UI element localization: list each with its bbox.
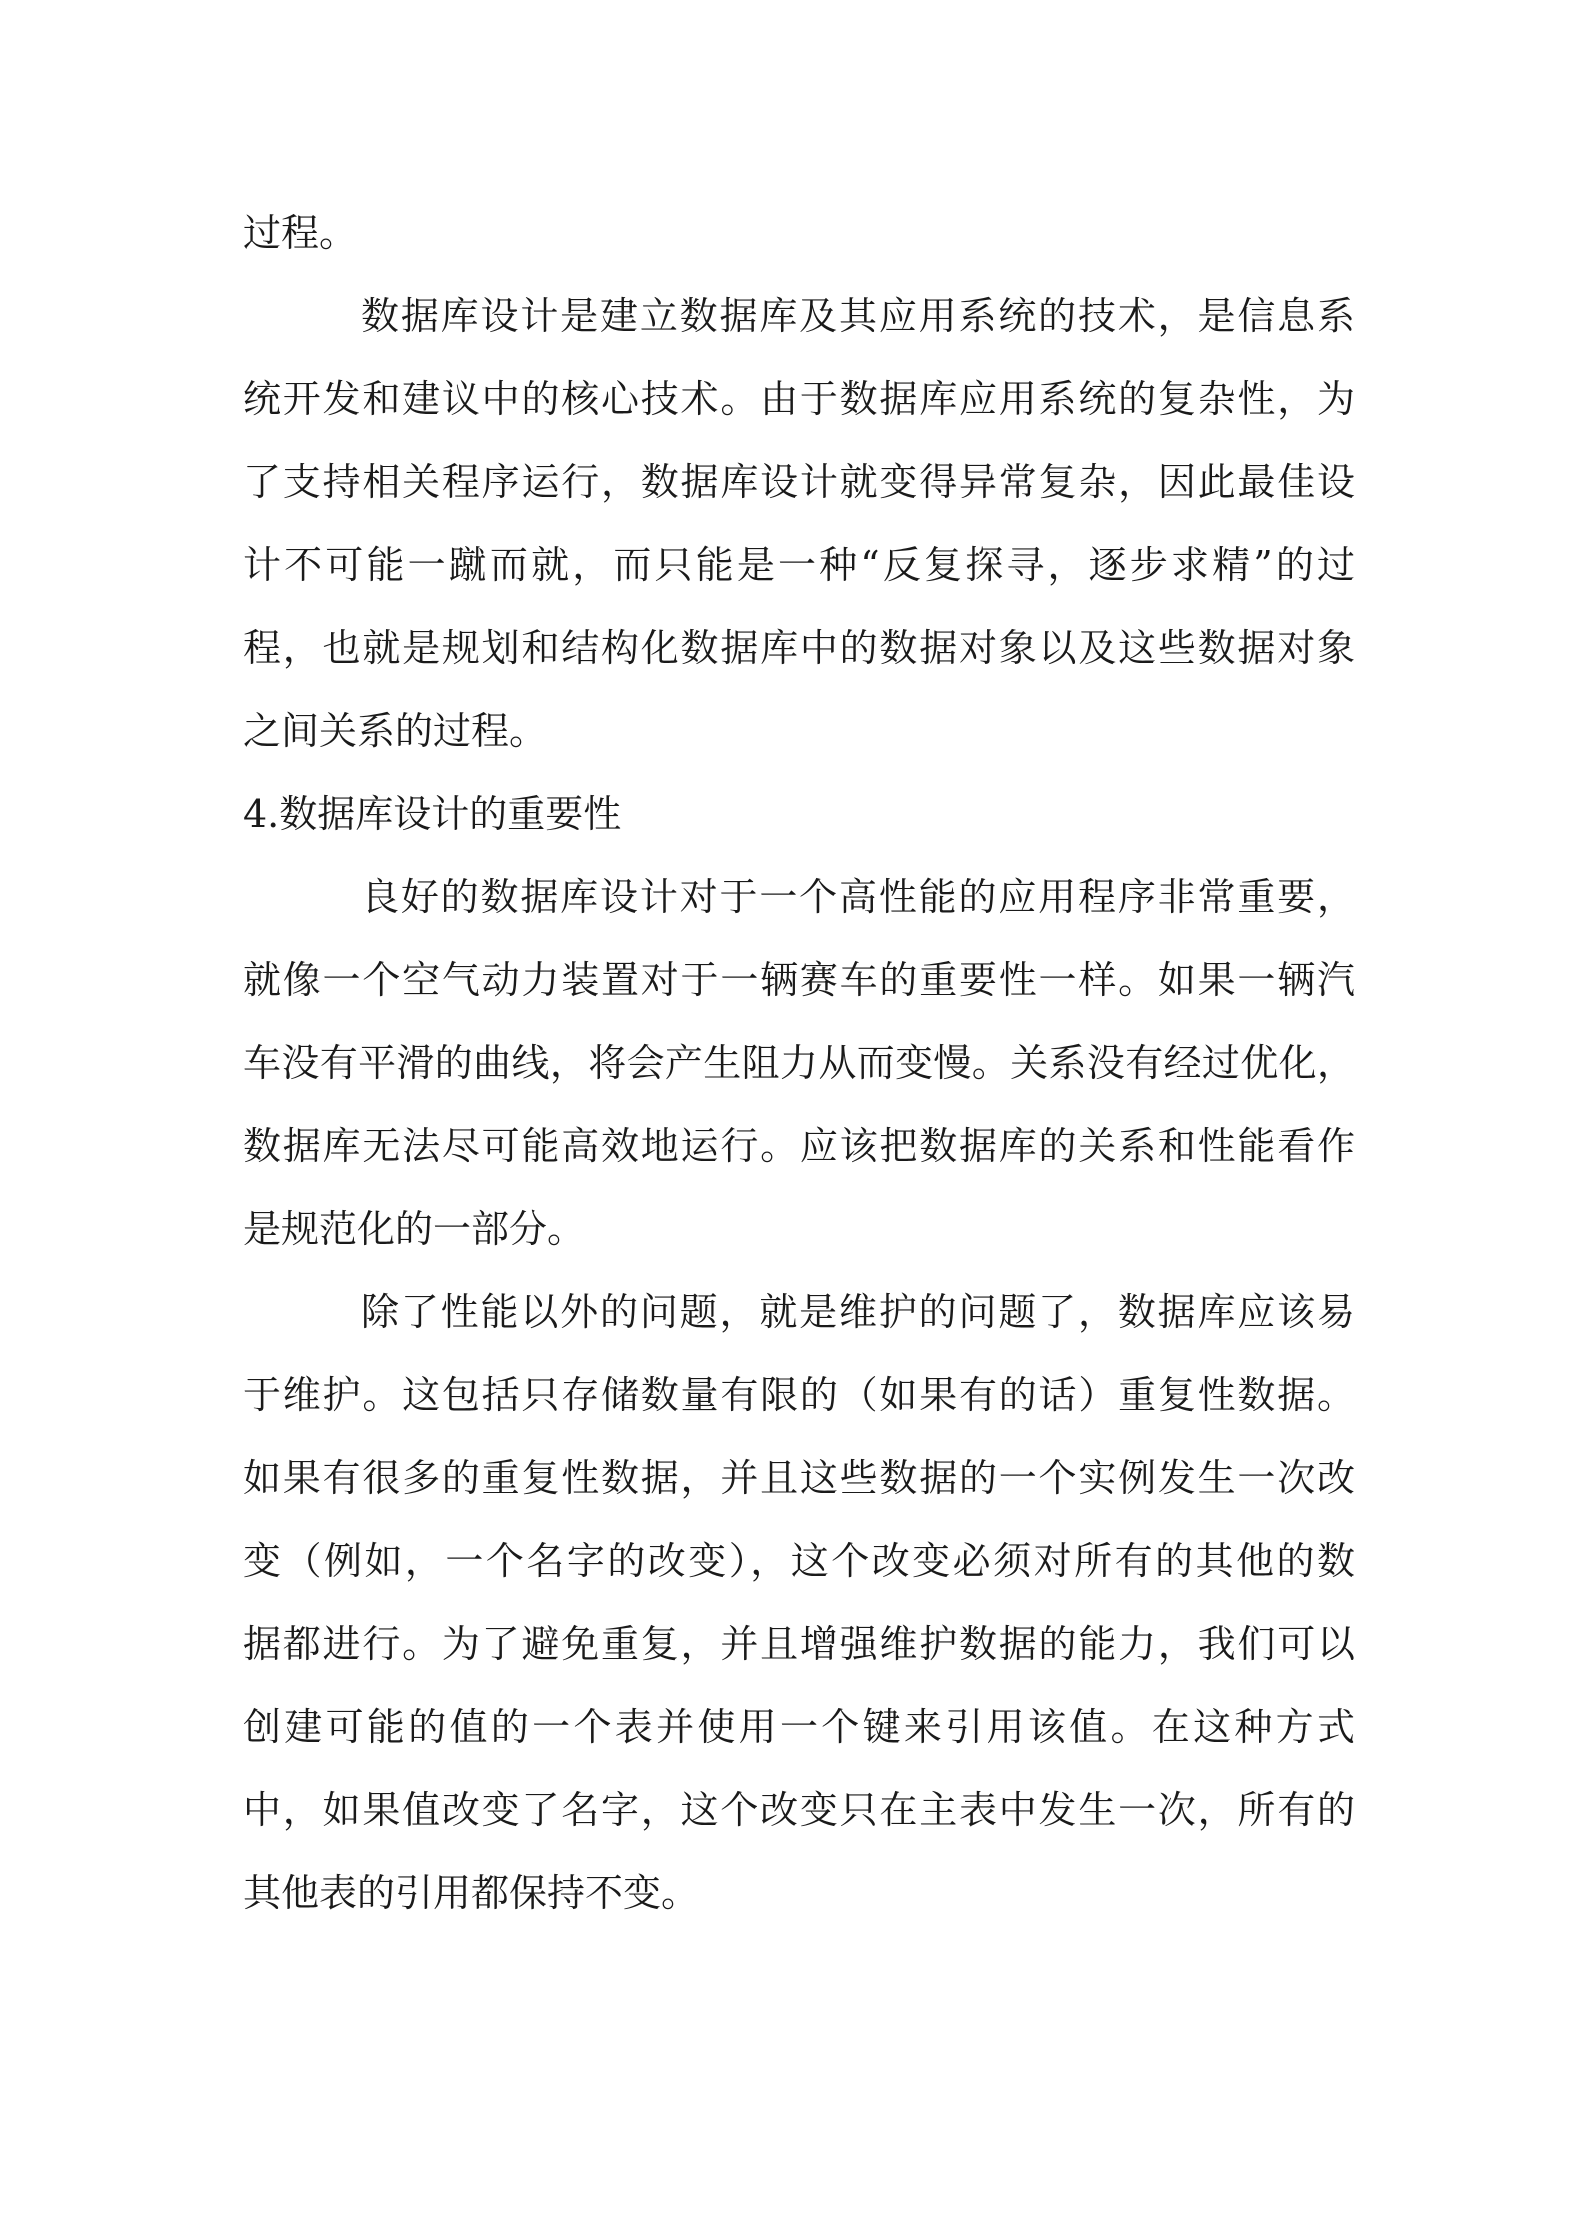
paragraph-line: 就像一个空气动力装置对于一辆赛车的重要性一样。如果一辆汽 [243,958,1355,1002]
paragraph-line: 车没有平滑的曲线，将会产生阻力从而变慢。关系没有经过优化， [243,1041,1355,1085]
paragraph-line: 良好的数据库设计对于一个高性能的应用程序非常重要， [361,875,1355,919]
paragraph-line: 据都进行。为了避免重复，并且增强维护数据的能力，我们可以 [243,1622,1355,1666]
section-heading: 4.数据库设计的重要性 [243,792,622,836]
paragraph-line: 数据库无法尽可能高效地运行。应该把数据库的关系和性能看作 [243,1124,1355,1168]
paragraph-line: 变（例如，一个名字的改变），这个改变必须对所有的其他的数 [243,1539,1355,1583]
paragraph-line: 其他表的引用都保持不变。 [243,1871,700,1915]
paragraph-line: 之间关系的过程。 [243,709,548,753]
paragraph-line: 计不可能一蹴而就，而只能是一种“反复探寻，逐步求精”的过 [243,543,1355,587]
paragraph-line: 统开发和建议中的核心技术。由于数据库应用系统的复杂性，为 [243,377,1355,421]
paragraph-line: 中，如果值改变了名字，这个改变只在主表中发生一次，所有的 [243,1788,1355,1832]
paragraph-line: 程，也就是规划和结构化数据库中的数据对象以及这些数据对象 [243,626,1355,670]
paragraph-line: 了支持相关程序运行，数据库设计就变得异常复杂，因此最佳设 [243,460,1355,504]
paragraph-line: 如果有很多的重复性数据，并且这些数据的一个实例发生一次改 [243,1456,1355,1500]
paragraph-line: 数据库设计是建立数据库及其应用系统的技术，是信息系 [361,294,1355,338]
document-body [243,192,1355,1935]
paragraph-line: 创建可能的值的一个表并使用一个键来引用该值。在这种方式 [243,1705,1355,1749]
paragraph-line: 过程。 [243,211,358,255]
paragraph-line: 是规范化的一部分。 [243,1207,586,1251]
paragraph-line: 除了性能以外的问题，就是维护的问题了，数据库应该易 [361,1290,1355,1334]
paragraph-line: 于维护。这包括只存储数量有限的（如果有的话）重复性数据。 [243,1373,1355,1417]
